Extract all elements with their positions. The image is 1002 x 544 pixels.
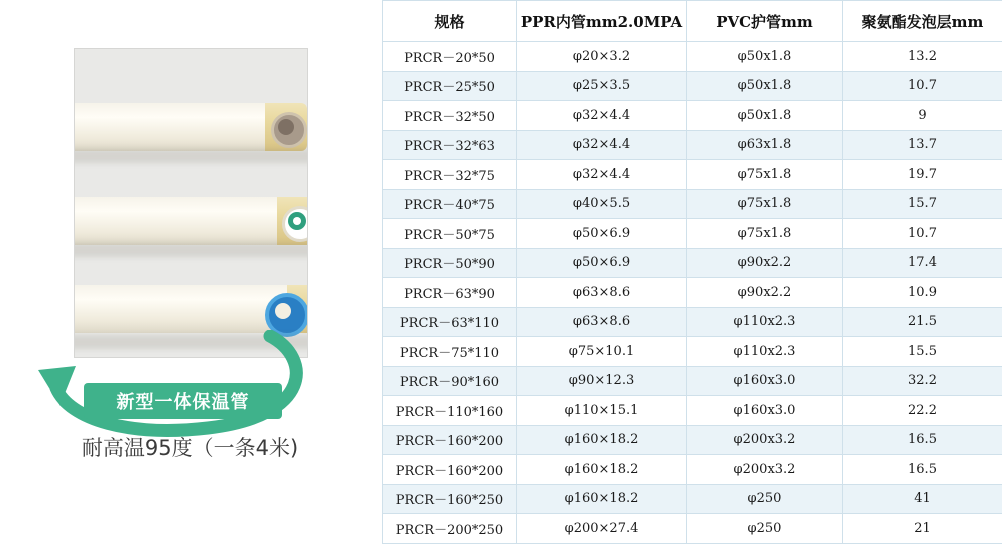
table-cell: PRCR－160*250 bbox=[383, 484, 517, 514]
table-cell: φ75x1.8 bbox=[687, 160, 843, 190]
table-cell: 10.7 bbox=[843, 71, 1002, 101]
table-cell: φ200x3.2 bbox=[687, 425, 843, 455]
column-header-pvc-casing: PVC护管mm bbox=[687, 1, 843, 42]
table-cell: 16.5 bbox=[843, 425, 1002, 455]
table-cell: φ90x2.2 bbox=[687, 248, 843, 278]
table-row bbox=[383, 396, 1002, 426]
table-cell: PRCR－50*90 bbox=[383, 248, 517, 278]
table-cell: 15.5 bbox=[843, 337, 1002, 367]
table-row bbox=[383, 484, 1002, 514]
table-row bbox=[383, 42, 1002, 72]
table-cell: φ63×8.6 bbox=[517, 307, 687, 337]
table-header-row bbox=[383, 1, 1002, 42]
table-cell: PRCR－75*110 bbox=[383, 337, 517, 367]
table-cell: φ200x3.2 bbox=[687, 455, 843, 485]
table-row bbox=[383, 366, 1002, 396]
table-cell: φ25×3.5 bbox=[517, 71, 687, 101]
table-cell: φ110x2.3 bbox=[687, 307, 843, 337]
table-cell: 15.7 bbox=[843, 189, 1002, 219]
table-cell: 10.7 bbox=[843, 219, 1002, 249]
table-cell: 9 bbox=[843, 101, 1002, 131]
product-name-ribbon bbox=[84, 383, 282, 419]
table-cell: φ90x2.2 bbox=[687, 278, 843, 308]
spec-table-container bbox=[382, 0, 1002, 496]
table-row bbox=[383, 307, 1002, 337]
table-cell: φ160×18.2 bbox=[517, 425, 687, 455]
product-name-label: 新型一体保温管 bbox=[117, 388, 250, 414]
table-row bbox=[383, 514, 1002, 544]
table-cell: φ110×15.1 bbox=[517, 396, 687, 426]
table-cell: 41 bbox=[843, 484, 1002, 514]
table-cell: φ32×4.4 bbox=[517, 130, 687, 160]
table-cell: φ250 bbox=[687, 484, 843, 514]
table-cell: φ250 bbox=[687, 514, 843, 544]
table-cell: φ200×27.4 bbox=[517, 514, 687, 544]
table-cell: φ160x3.0 bbox=[687, 396, 843, 426]
table-cell: 32.2 bbox=[843, 366, 1002, 396]
table-cell: φ160×18.2 bbox=[517, 455, 687, 485]
table-cell: φ40×5.5 bbox=[517, 189, 687, 219]
table-row bbox=[383, 71, 1002, 101]
table-cell: PRCR－50*75 bbox=[383, 219, 517, 249]
table-cell: PRCR－90*160 bbox=[383, 366, 517, 396]
table-cell: φ160×18.2 bbox=[517, 484, 687, 514]
table-cell: φ160x3.0 bbox=[687, 366, 843, 396]
table-cell: φ32×4.4 bbox=[517, 101, 687, 131]
spec-table bbox=[382, 0, 1002, 544]
table-cell: 16.5 bbox=[843, 455, 1002, 485]
table-cell: φ110x2.3 bbox=[687, 337, 843, 367]
table-cell: PRCR－200*250 bbox=[383, 514, 517, 544]
table-cell: PRCR－110*160 bbox=[383, 396, 517, 426]
table-cell: φ50x1.8 bbox=[687, 71, 843, 101]
table-cell: 10.9 bbox=[843, 278, 1002, 308]
table-cell: 13.2 bbox=[843, 42, 1002, 72]
table-cell: 13.7 bbox=[843, 130, 1002, 160]
table-row bbox=[383, 248, 1002, 278]
column-header-spec: 规格 bbox=[383, 1, 517, 42]
table-cell: φ63×8.6 bbox=[517, 278, 687, 308]
table-row bbox=[383, 455, 1002, 485]
table-cell: φ50x1.8 bbox=[687, 101, 843, 131]
product-image-panel bbox=[0, 0, 380, 496]
table-cell: φ32×4.4 bbox=[517, 160, 687, 190]
table-cell: PRCR－40*75 bbox=[383, 189, 517, 219]
table-cell: PRCR－160*200 bbox=[383, 425, 517, 455]
table-cell: φ50×6.9 bbox=[517, 248, 687, 278]
table-cell: PRCR－63*90 bbox=[383, 278, 517, 308]
table-cell: PRCR－20*50 bbox=[383, 42, 517, 72]
table-cell: φ75x1.8 bbox=[687, 189, 843, 219]
column-header-ppr-inner-pipe: PPR内管mm2.0MPA bbox=[517, 1, 687, 42]
product-caption: 耐高温95度（一条4米) bbox=[0, 432, 380, 462]
table-cell: PRCR－63*110 bbox=[383, 307, 517, 337]
table-cell: 17.4 bbox=[843, 248, 1002, 278]
insulated-pipe-photo bbox=[74, 48, 308, 358]
table-cell: φ75×10.1 bbox=[517, 337, 687, 367]
table-cell: 21.5 bbox=[843, 307, 1002, 337]
table-row bbox=[383, 160, 1002, 190]
table-cell: φ50×6.9 bbox=[517, 219, 687, 249]
table-row bbox=[383, 425, 1002, 455]
table-cell: 22.2 bbox=[843, 396, 1002, 426]
table-cell: PRCR－32*50 bbox=[383, 101, 517, 131]
table-row bbox=[383, 337, 1002, 367]
table-cell: φ75x1.8 bbox=[687, 219, 843, 249]
table-cell: PRCR－32*75 bbox=[383, 160, 517, 190]
table-cell: 19.7 bbox=[843, 160, 1002, 190]
table-cell: φ63x1.8 bbox=[687, 130, 843, 160]
table-row bbox=[383, 219, 1002, 249]
table-cell: PRCR－25*50 bbox=[383, 71, 517, 101]
table-cell: φ50x1.8 bbox=[687, 42, 843, 72]
table-cell: 21 bbox=[843, 514, 1002, 544]
table-row bbox=[383, 189, 1002, 219]
table-row bbox=[383, 101, 1002, 131]
table-cell: PRCR－32*63 bbox=[383, 130, 517, 160]
table-row bbox=[383, 130, 1002, 160]
table-cell: φ90×12.3 bbox=[517, 366, 687, 396]
table-row bbox=[383, 278, 1002, 308]
table-cell: φ20×3.2 bbox=[517, 42, 687, 72]
column-header-pu-foam-layer: 聚氨酯发泡层mm bbox=[843, 1, 1002, 42]
table-cell: PRCR－160*200 bbox=[383, 455, 517, 485]
